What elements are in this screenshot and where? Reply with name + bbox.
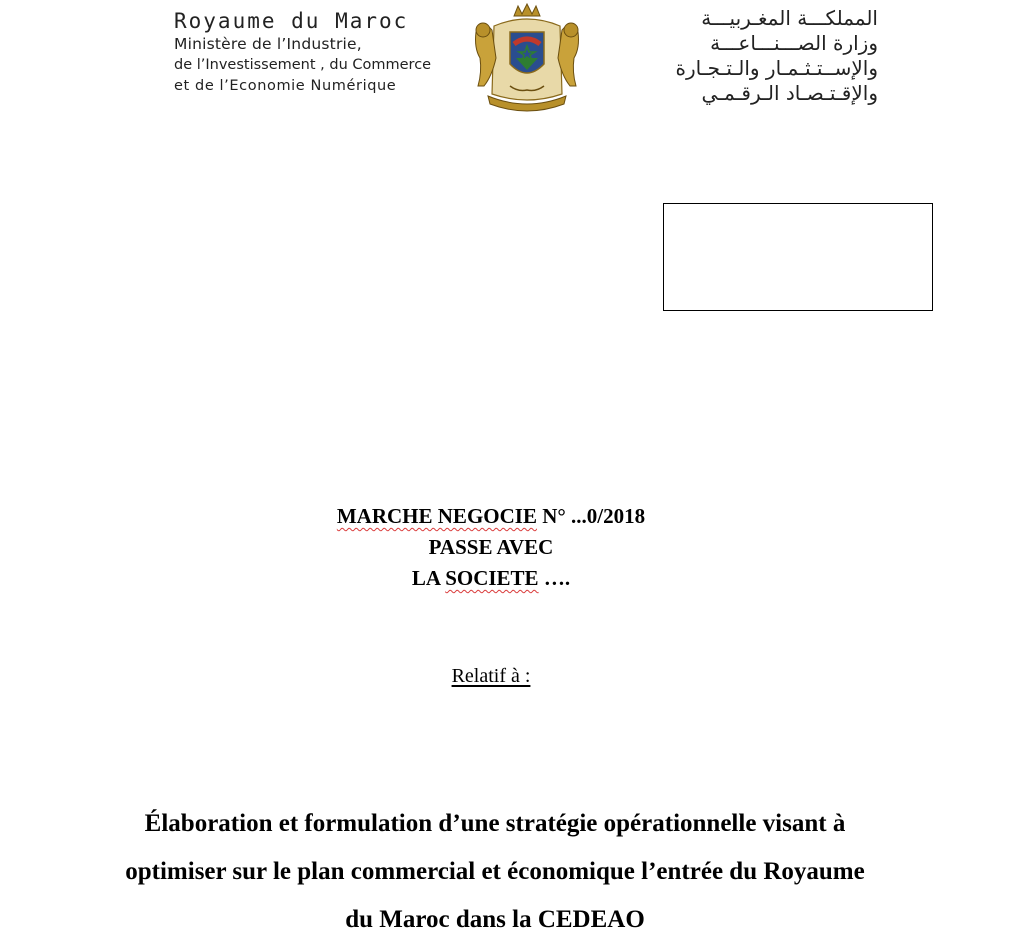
title-number: N° ...0/2018: [536, 504, 646, 528]
title-ellipsis: ….: [538, 566, 571, 590]
title-marche-negocie: MARCHE NEGOCIE: [336, 504, 537, 528]
title-line-1: [0, 501, 982, 532]
contract-subject: [40, 800, 950, 944]
header-fr-line-1: Royaume du Maroc: [174, 9, 409, 33]
subject-line-1: Élaboration et formulation d’une stratégie opérationnelle visant à: [144, 810, 846, 837]
title-line-3: [0, 563, 982, 594]
title-line-2: PASSE AVEC: [428, 535, 554, 559]
ministry-header-arabic: [596, 6, 878, 106]
ministry-header-french: [174, 8, 459, 97]
header-ar-line-4: والإقـتـصـاد الـرقـمـي: [701, 81, 878, 105]
relatif-heading: Relatif à :: [451, 665, 531, 687]
header-ar-line-2: وزارة الصـــنـــاعـــة: [710, 31, 878, 55]
header-fr-line-3: de l’Investissement , du Commerce: [174, 57, 432, 73]
subject-line-2: optimiser sur le plan commercial et économique l’entrée du Royaume: [125, 858, 865, 885]
header-fr-line-2: Ministère de l’Industrie,: [174, 35, 362, 53]
coat-of-arms-icon: [466, 2, 588, 112]
header-ar-line-3: والإســتـثـمـار والـتـجـارة: [675, 56, 878, 80]
contract-title: [0, 501, 982, 594]
header-ar-line-1: المملكـــة المغـربيـــة: [701, 6, 878, 30]
subject-line-3: du Maroc dans la CEDEAO: [345, 906, 645, 933]
title-societe: SOCIETE: [445, 566, 539, 590]
header-fr-line-4: et de l’Economie Numérique: [174, 78, 397, 94]
reference-box: [663, 203, 933, 311]
title-la: LA: [411, 566, 446, 590]
